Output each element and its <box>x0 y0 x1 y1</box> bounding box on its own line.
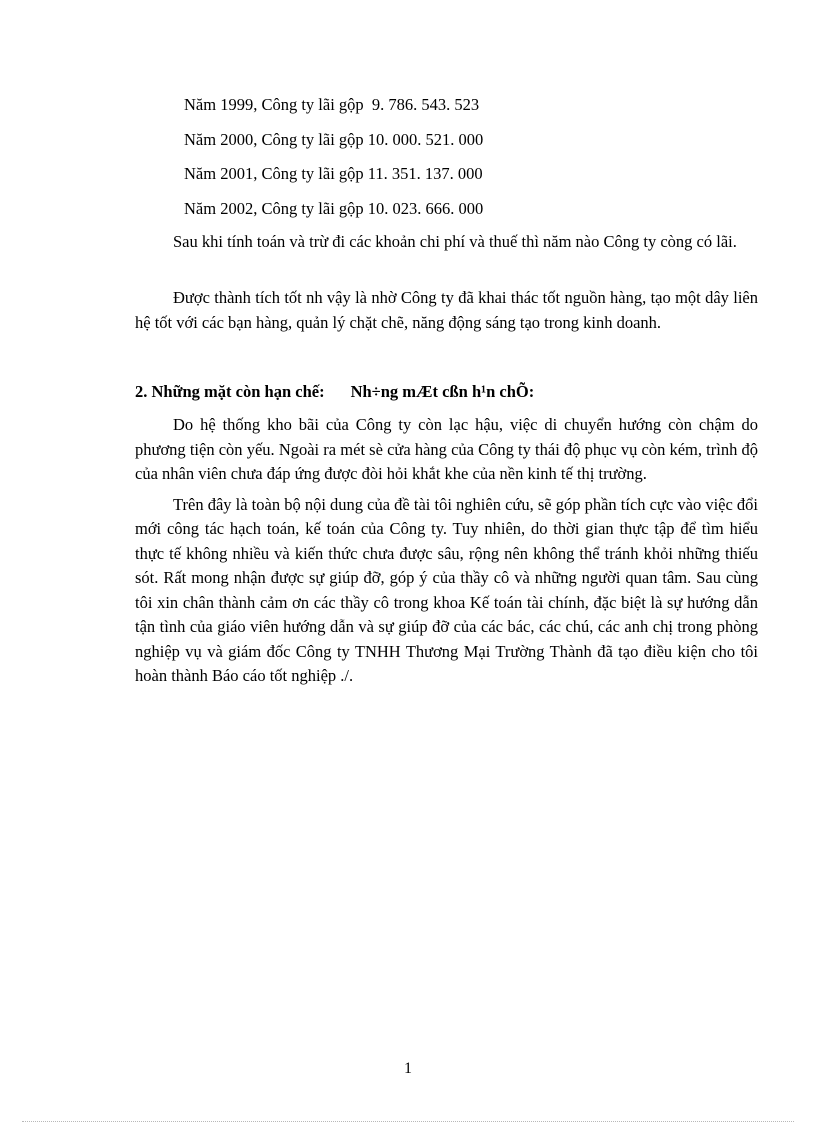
page-bottom-divider <box>22 1121 794 1122</box>
profit-line-2002: Năm 2002, Công ty lãi gộp 10. 023. 666. 000 <box>184 198 484 218</box>
section-heading-title: 2. Những mặt còn hạn chế: <box>135 382 325 401</box>
limitations-body <box>135 413 758 689</box>
profit-line-2000: Năm 2000, Công ty lãi gộp 10. 000. 521. 000 <box>184 129 484 149</box>
conclusion-paragraph: Trên đây là toàn bộ nội dung của đề tài tôi nghiên cứu, sẽ góp phần tích cực vào việc đổi mới công tác hạch toán, kế toán của Công ty. Tuy nhiên, do thời gian thực tập để tìm hiểu thực tế không nhiều và kiến thức chưa được sâu, rộng nên không thể tránh khỏi những thiếu sót. Rất mong nhận được sự giúp đỡ, góp ý của thầy cô và những người quan tâm. Sau cùng tôi xin chân thành cảm ơn các thầy cô trong khoa Kế toán tài chính, đặc biệt là sự hướng dẫn tận tình của giáo viên hướng dẫn và sự giúp đỡ của các bác, các chú, các anh chị trong phòng nghiệp vụ và giám đốc Công ty TNHH Thương Mại Trường Thành đã tạo điều kiện cho tôi hoàn thành Báo cáo tốt nghiệp ./. <box>135 494 759 685</box>
achievement-paragraph: Được thành tích tốt nh vậy là nhờ Công ty đã khai thác tốt nguồn hàng, tạo một dây liên hệ tốt với các bạn hàng, quản lý chặt chẽ, năng động sáng tạo trong kinh doanh. <box>135 288 758 332</box>
profit-line-2001: Năm 2001, Công ty lãi gộp 11. 351. 137. 000 <box>184 164 483 183</box>
section-heading-garbled-duplicate: Nh÷ng mÆt cßn h¹n chÕ: <box>350 382 535 401</box>
gross-profit-list <box>184 92 744 230</box>
profit-line-1999: Năm 1999, Công ty lãi gộp 9. 786. 543. 523 <box>184 95 480 114</box>
section-heading <box>135 380 758 404</box>
limitations-paragraph: Do hệ thống kho bãi của Công ty còn lạc hậu, việc di chuyển hướng còn chậm do phương tiện còn yếu. Ngoài ra mét sè cửa hàng của Công ty thái độ phục vụ còn kém, trình độ của nhân viên chưa đáp ứng được đòi hỏi khắt khe của nền kinh tế thị trường. <box>135 415 758 483</box>
profit-summary-paragraph-container <box>135 230 758 255</box>
achievement-paragraph-container <box>135 286 758 335</box>
profit-summary-paragraph: Sau khi tính toán và trừ đi các khoản chi phí và thuế thì năm nào Công ty còng có lãi. <box>173 232 737 251</box>
page-number: 1 <box>404 1060 412 1077</box>
